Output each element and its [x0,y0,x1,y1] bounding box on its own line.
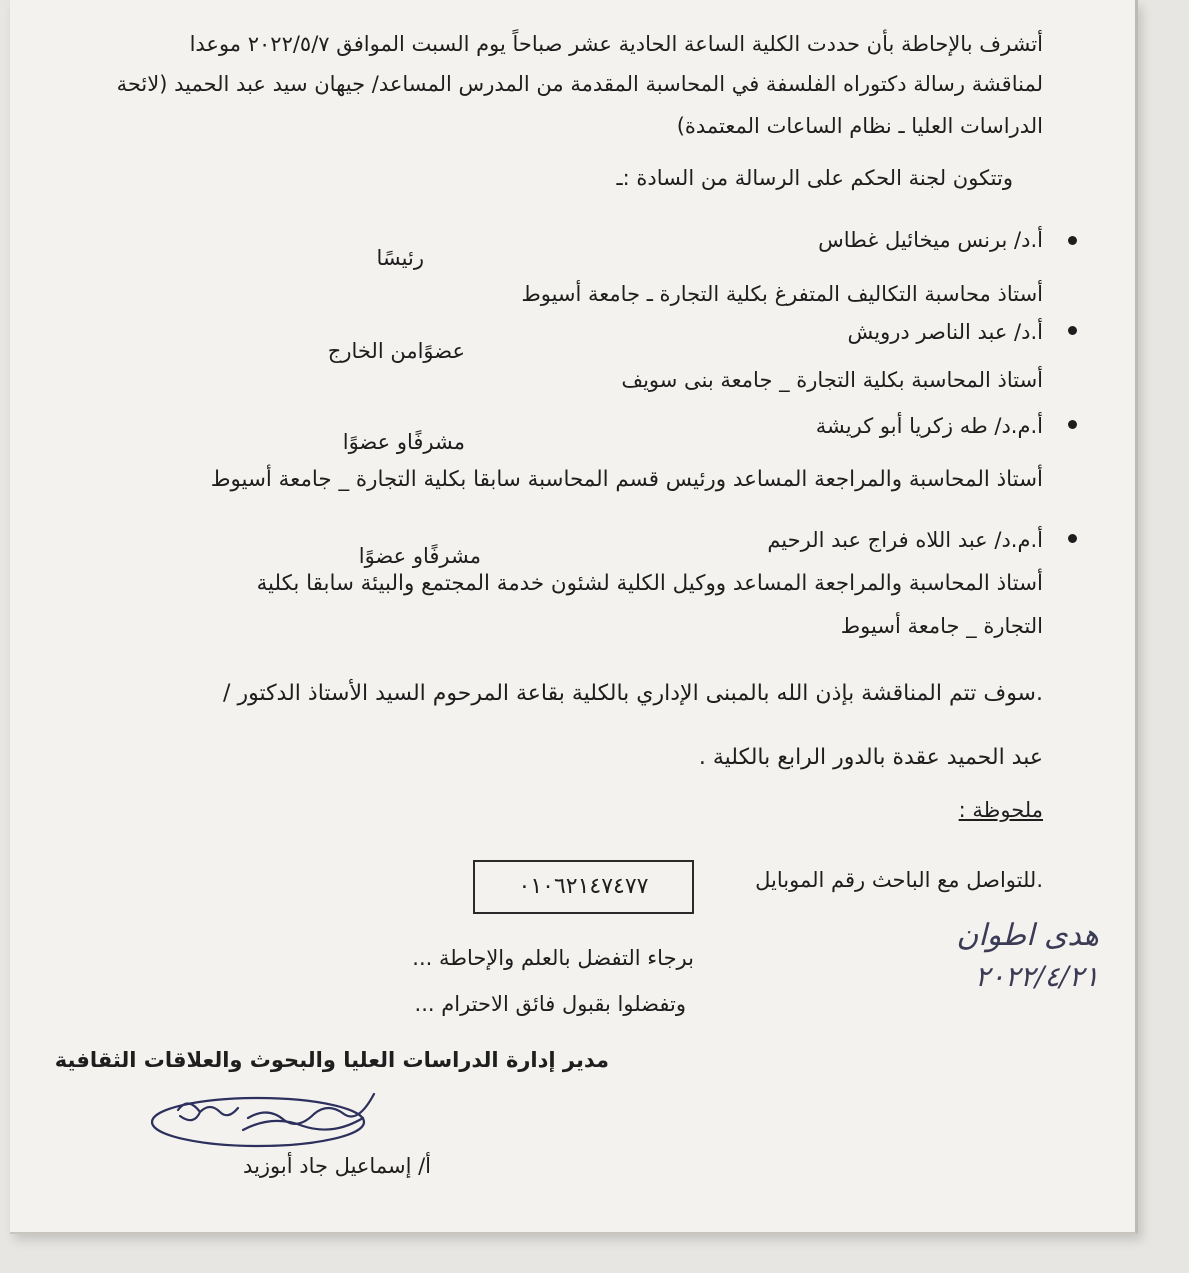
handwritten-date: ٢٠٢٢/٤/٢١ [974,960,1099,993]
contact-text: .للتواصل مع الباحث رقم الموبايل [755,868,1043,892]
committee-member-name: أ.د/ برنس ميخائيل غطاس [818,228,1043,252]
signatory-title: مدير إدارة الدراسات العليا والبحوث والعلاقات الثقافية [54,1048,609,1072]
committee-member-title: أستاذ محاسبة التكاليف المتفرغ بكلية التجارة ـ جامعة أسيوط [521,282,1043,306]
intro-line-4: وتتكون لجنة الحكم على الرسالة من السادة :ـ [616,166,1013,190]
committee-member-title: أستاذ المحاسبة بكلية التجارة _ جامعة بنى سويف [621,368,1043,392]
signature [148,1082,398,1154]
bullet [1068,236,1077,245]
committee-member-name: أ.د/ عبد الناصر درويش [847,320,1043,344]
note-label: ملحوظة : [958,798,1043,822]
closing-line-1: برجاء التفضل بالعلم والإحاطة ... [412,946,694,970]
intro-line-3: الدراسات العليا ـ نظام الساعات المعتمدة) [676,114,1043,138]
bullet [1068,420,1077,429]
committee-member-title: أستاذ المحاسبة والمراجعة المساعد ورئيس قسم المحاسبة سابقا بكلية التجارة _ جامعة أسيوط [210,467,1043,492]
committee-member-name: أ.م.د/ عبد اللاه فراج عبد الرحيم [767,528,1043,552]
signatory-name: أ/ إسماعيل جاد أبوزيد [243,1154,431,1178]
committee-member-role: رئيسًا [376,246,424,270]
committee-member-title: أستاذ المحاسبة والمراجعة المساعد ووكيل الكلية لشئون خدمة المجتمع والبيئة سابقا بكلية [256,571,1043,596]
handwritten-name: هدى اطوان [956,918,1099,953]
intro-line-2: لمناقشة رسالة دكتوراه الفلسفة في المحاسبة المقدمة من المدرس المساعد/ جيهان سيد عبد الحميد (لائحة [116,72,1043,96]
committee-member-role: مشرفًاو عضوًا [342,430,465,454]
committee-member-title: التجارة _ جامعة أسيوط [840,614,1043,638]
intro-line-1: أتشرف بالإحاطة بأن حددت الكلية الساعة الحادية عشر صباحاً يوم السبت الموافق ٢٠٢٢/٥/٧ موعدا [189,32,1043,56]
committee-member-role: مشرفًاو عضوًا [358,544,481,568]
phone-number-box [473,860,694,914]
venue-line-1: .سوف تتم المناقشة بإذن الله بالمبنى الإداري بالكلية بقاعة المرحوم السيد الأستاذ الدكتور / [223,681,1043,706]
committee-member-name: أ.م.د/ طه زكريا أبو كريشة [815,414,1043,438]
bullet [1068,326,1077,335]
bullet [1068,534,1077,543]
venue-line-2: عبد الحميد عقدة بالدور الرابع بالكلية . [698,745,1043,770]
phone-number: ٠١٠٦٢١٤٧٤٧٧ [518,874,649,899]
committee-member-role: عضوًامن الخارج [327,339,465,363]
closing-line-2: وتفضلوا بقبول فائق الاحترام ... [414,992,686,1016]
